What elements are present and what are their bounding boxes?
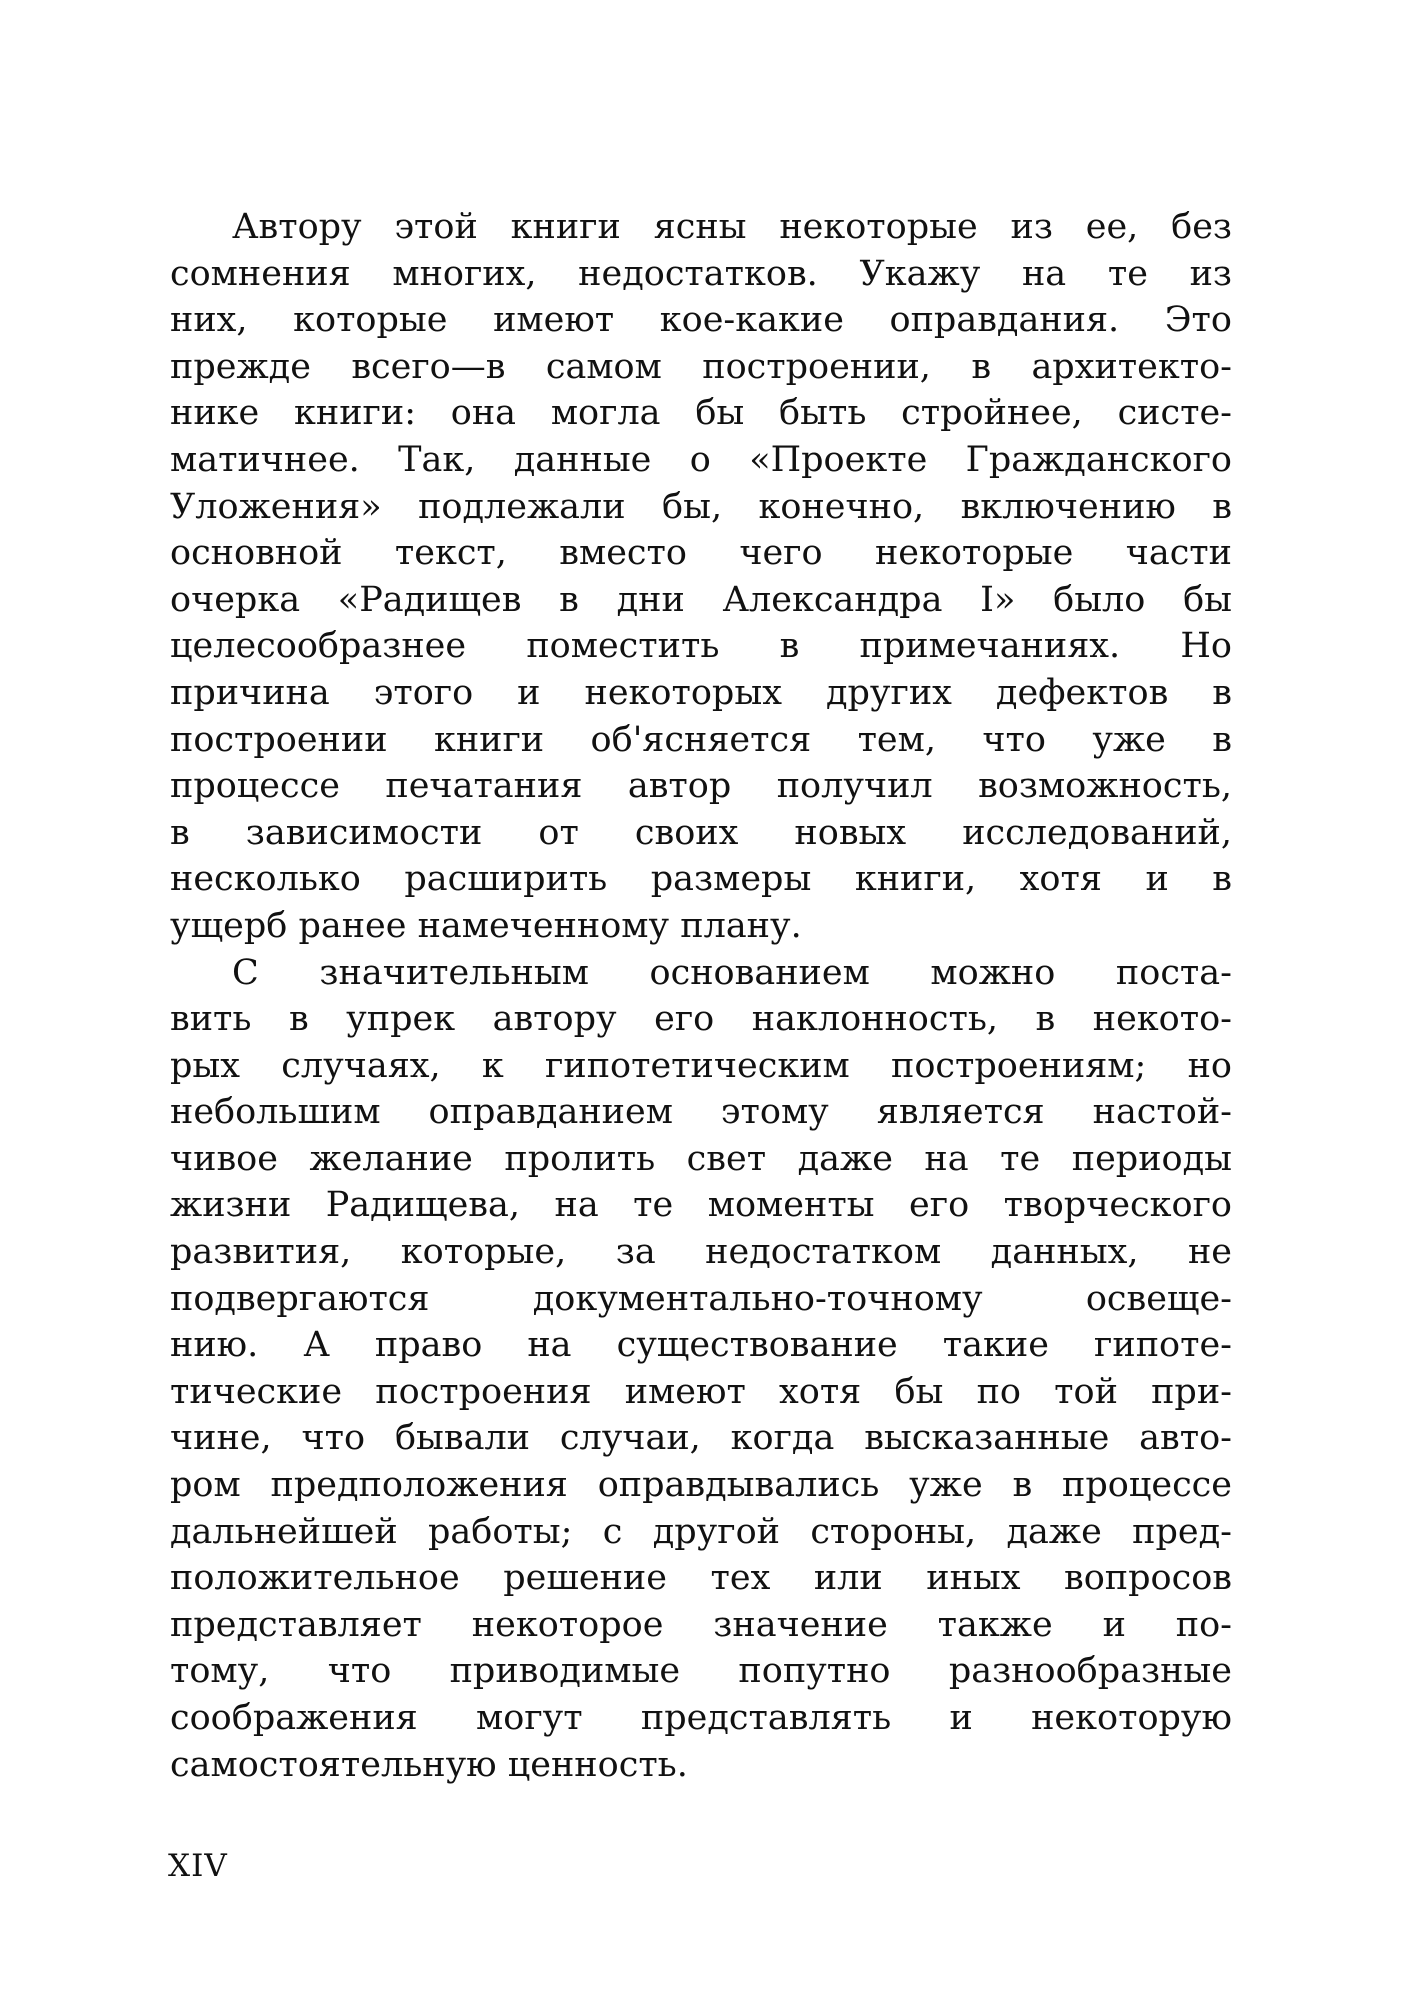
- text-line: чине, что бывали случаи, когда высказанные авто-: [170, 1418, 1232, 1459]
- page-number: XIV: [168, 1848, 228, 1884]
- text-line: процессе печатания автор получил возможность,: [170, 766, 1232, 807]
- text-line: соображения могут представлять и некоторую: [170, 1698, 1232, 1738]
- text-line: развития, которые, за недостатком данных, не: [170, 1232, 1232, 1273]
- text-line: основной текст, вместо чего некоторые части: [170, 533, 1232, 574]
- text-line: небольшим оправданием этому является настой-: [170, 1092, 1232, 1133]
- text-line: в зависимости от своих новых исследований,: [170, 812, 1232, 853]
- text-line: тические построения имеют хотя бы по той при-: [170, 1371, 1232, 1412]
- text-line: прежде всего—в самом построении, в архитекто-: [170, 346, 1232, 387]
- text-line: самостоятельную ценность.: [170, 1744, 688, 1785]
- text-line: причина этого и некоторых других дефектов в: [170, 672, 1232, 713]
- text-line: несколько расширить размеры книги, хотя и в: [170, 859, 1232, 900]
- text-line: положительное решение тех или иных вопросов: [170, 1558, 1232, 1599]
- text-line: нию. А право на существование такие гипоте-: [170, 1325, 1232, 1366]
- text-line: тому, что приводимые попутно разнообразные: [170, 1651, 1232, 1692]
- text-line: дальнейшей работы; с другой стороны, даже пред-: [170, 1511, 1232, 1552]
- text-line: С значительным основанием можно поста-: [232, 952, 1232, 993]
- text-line: ром предположения оправдывались уже в процессе: [170, 1465, 1232, 1506]
- text-line: жизни Радищева, на те моменты его творческого: [170, 1185, 1232, 1226]
- text-line: матичнее. Так, данные о «Проекте Гражданского: [170, 439, 1232, 480]
- text-line: подвергаются документально-точному освеще-: [170, 1278, 1232, 1319]
- text-line: них, которые имеют кое-какие оправдания. Это: [170, 300, 1232, 341]
- text-line: сомнения многих, недостатков. Укажу на те из: [170, 253, 1232, 294]
- text-line: целесообразнее поместить в примечаниях. Но: [170, 626, 1232, 667]
- text-line: построении книги об'ясняется тем, что уже в: [170, 719, 1232, 760]
- text-line: представляет некоторое значение также и по-: [170, 1604, 1232, 1645]
- text-line: нике книги: она могла бы быть стройнее, систе-: [170, 393, 1232, 434]
- text-line: рых случаях, к гипотетическим построениям; но: [170, 1045, 1232, 1086]
- text-line: ущерб ранее намеченному плану.: [170, 905, 802, 946]
- text-line: Уложения» подлежали бы, конечно, включению в: [170, 486, 1232, 527]
- text-line: чивое желание пролить свет даже на те периоды: [170, 1138, 1232, 1179]
- text-line: Автору этой книги ясны некоторые из ее, без: [232, 207, 1232, 247]
- body-text: [170, 204, 1232, 1788]
- text-line: очерка «Радищев в дни Александра I» было бы: [170, 579, 1232, 620]
- text-line: вить в упрек автору его наклонность, в некото-: [170, 999, 1232, 1040]
